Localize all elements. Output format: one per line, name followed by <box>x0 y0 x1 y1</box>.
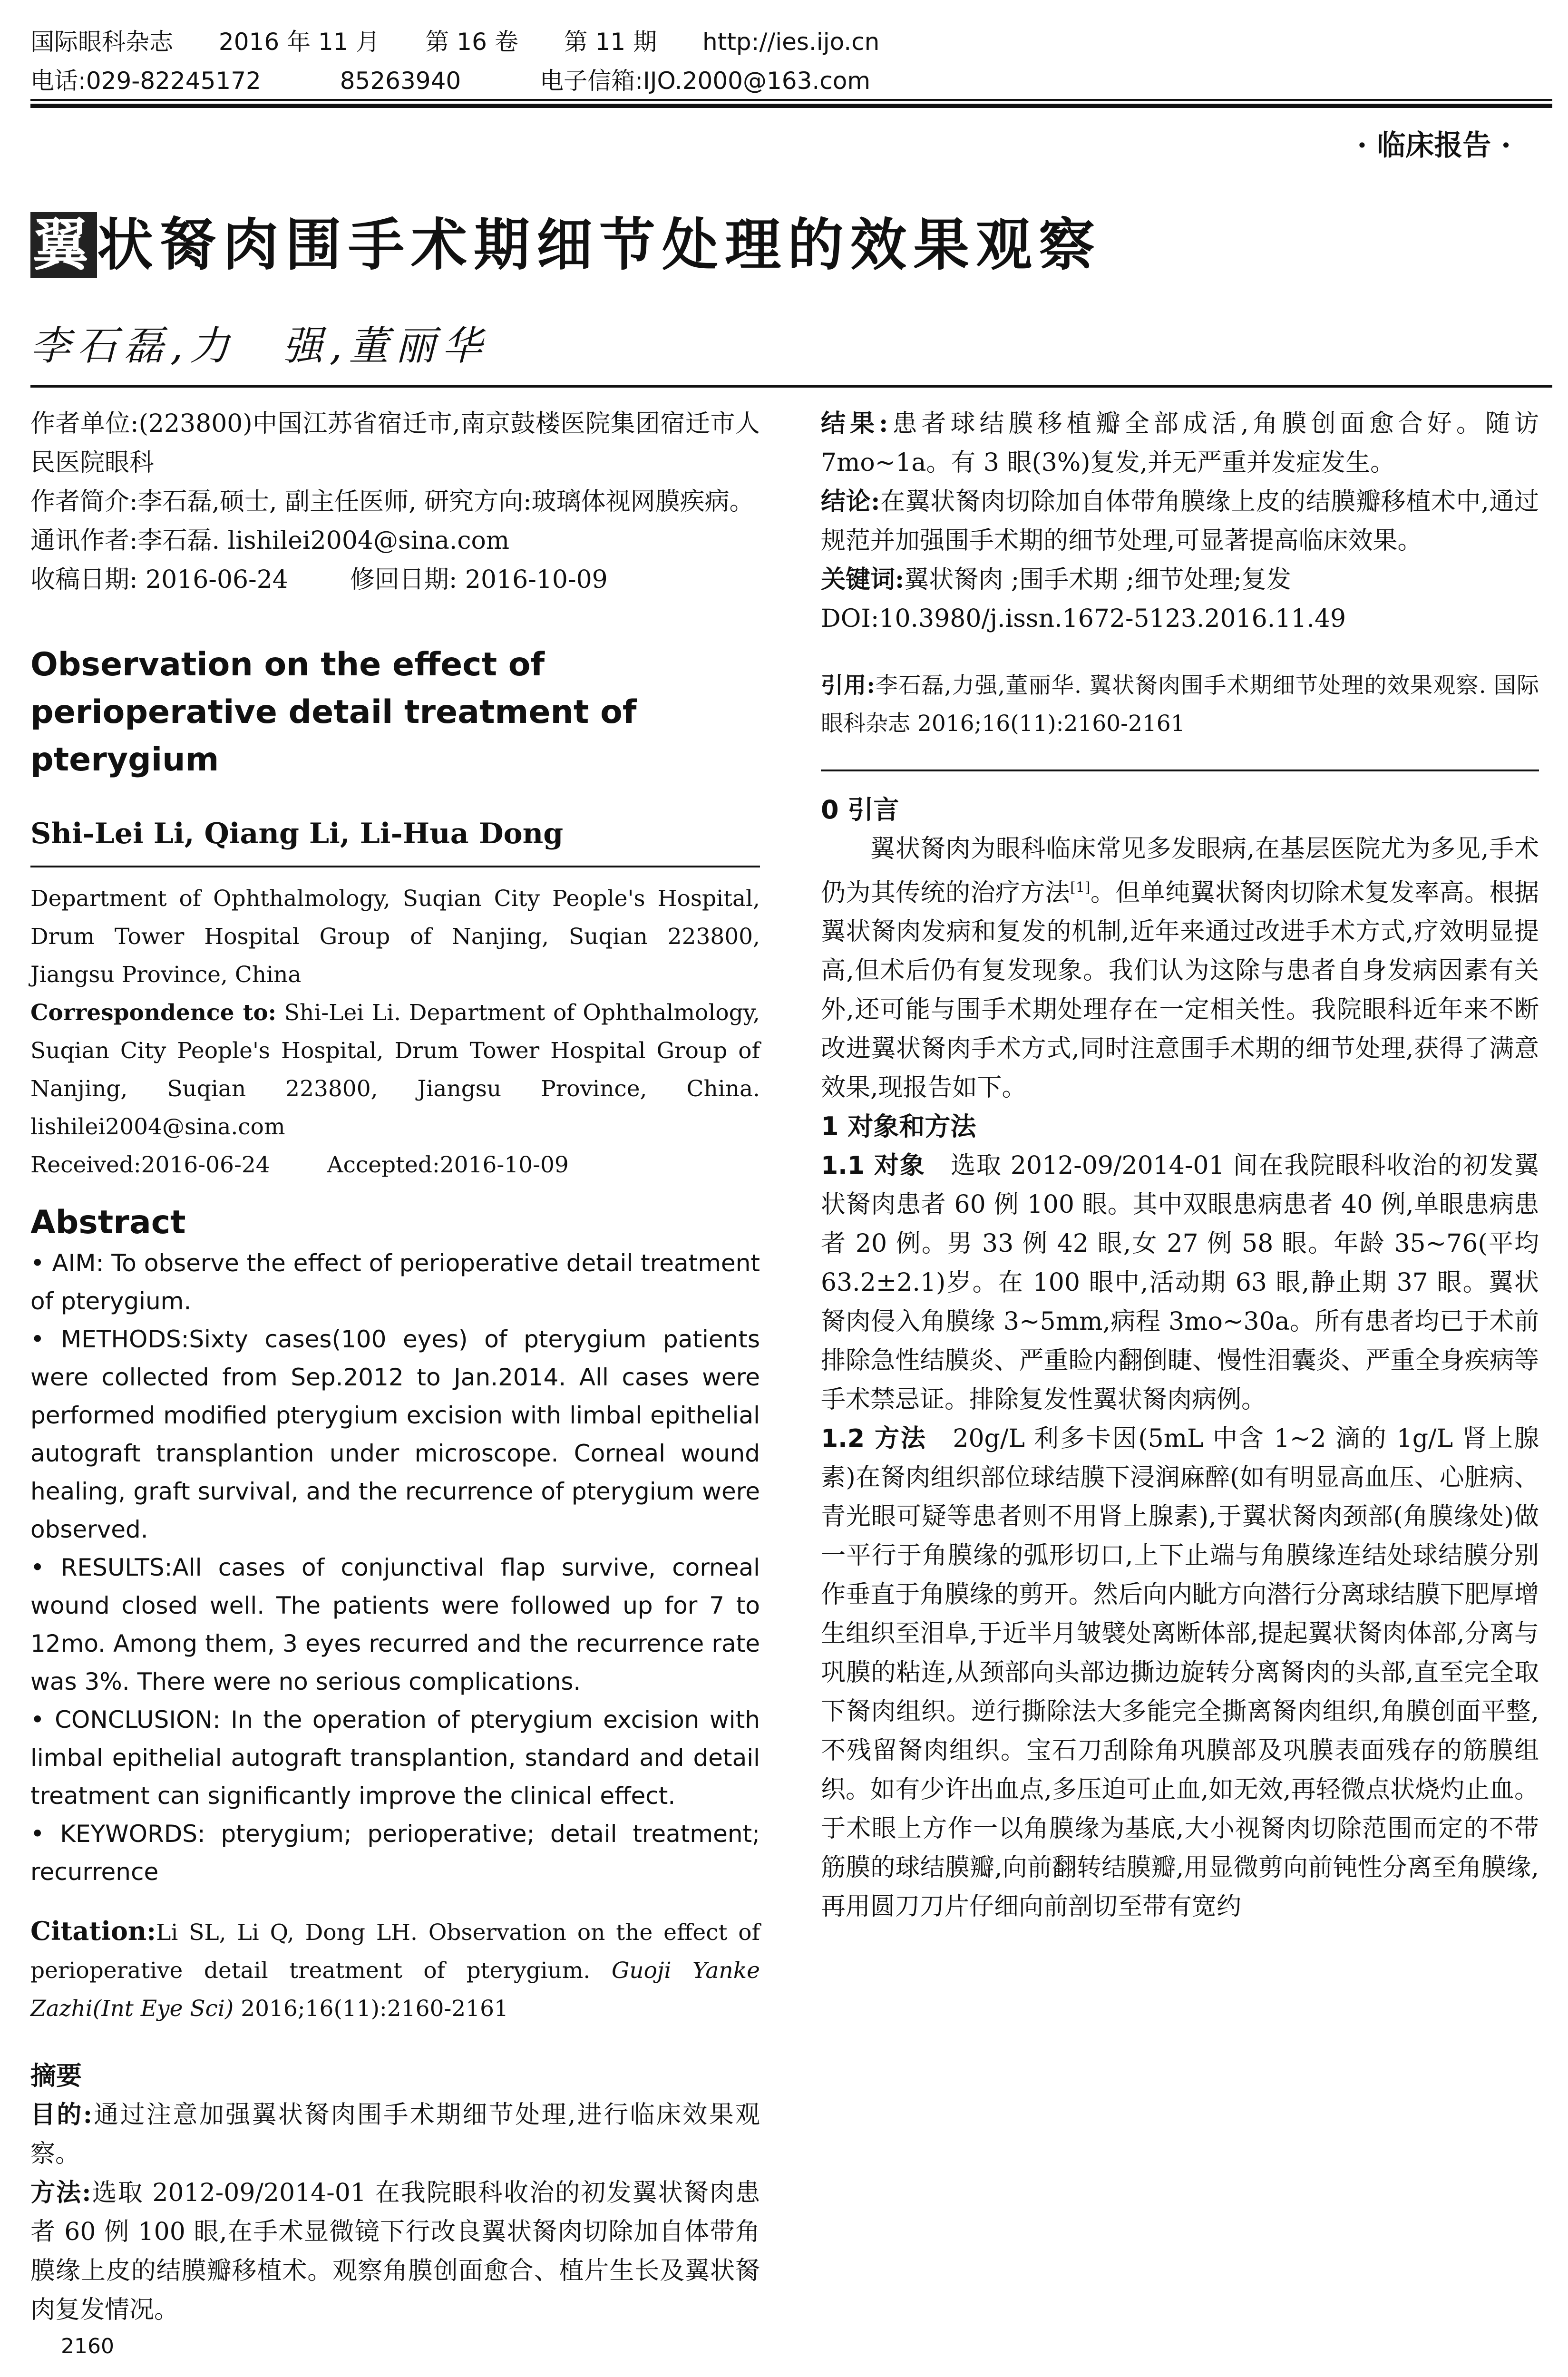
correspondence-text: Shi-Lei Li. Department of Ophthalmology, Suqian City People's Hospital, Drum Tower Hospital Group of Nanjing, Suqian 223800, Jiangsu Province, China. lishilei2004@sina.com <box>30 1000 760 1140</box>
doi[interactable]: DOI:10.3980/j.issn.1672-5123.2016.11.49 <box>821 604 1346 633</box>
conclusion-text-cn: 在翼状胬肉切除加自体带角膜缘上皮的结膜瓣移植术中,通过规范并加强围手术期的细节处理,可显著提高临床效果。 <box>821 487 1539 555</box>
left-column <box>30 404 760 2329</box>
aim-label-cn: 目的: <box>30 2100 92 2129</box>
section-1-1-text: 选取 2012-09/2014-01 间在我院眼科收治的初发翼状胬肉患者 60 例 100 眼。其中双眼患病患者 40 例,单眼患病患者 20 例。男 33 例 42 眼,女 27 例 58 眼。年龄 35~76(平均 63.2±2.1)岁。在 100 眼中,活动期 63 眼,静止期 37 眼。翼状胬肉侵入角膜缘 3~5mm,病程 3mo~30a。所有患者均已于术前排除急性结膜炎、严重睑内翻倒睫、慢性泪囊炎、严重全身疾病等手术禁忌证。排除复发性翼状胬肉病例。 <box>821 1151 1539 1414</box>
journal-name: 国际眼科杂志 <box>30 28 173 56</box>
abstract-cn-results <box>821 404 1539 482</box>
correspondence-en <box>30 994 760 1146</box>
phone: 电话:029-82245172 <box>30 67 261 95</box>
title-rest: 状胬肉围手术期细节处理的效果观察 <box>97 212 1102 278</box>
results-text-cn: 患者球结膜移植瓣全部成活,角膜创面愈合好。随访 7mo~1a。有 3 眼(3%)复发,并无严重并发症发生。 <box>821 409 1539 477</box>
abstract-cn-conclusion <box>821 482 1539 560</box>
header-rule-thick <box>30 104 1552 108</box>
author-intro-cn: 作者简介:李石磊,硕士, 副主任医师, 研究方向:玻璃体视网膜疾病。 <box>30 487 754 516</box>
citation-cn-text: 李石磊,力强,董丽华. 翼状胬肉围手术期细节处理的效果观察. 国际眼科杂志 2016;16(11):2160-2161 <box>821 672 1539 737</box>
received-en: Received:2016-06-24 <box>30 1152 270 1178</box>
article-title-en: Observation on the effect of perioperative detail treatment of pterygium <box>30 646 637 779</box>
journal-url[interactable]: http://ies.ijo.cn <box>702 28 880 56</box>
section-1-1 <box>821 1146 1539 1419</box>
dates-en <box>30 1146 760 1184</box>
keywords-label-cn: 关键词: <box>821 565 905 594</box>
authors-cn: 李石磊,力 强,董丽华 <box>30 322 489 369</box>
abstract-cn-aim <box>30 2095 760 2173</box>
abstract-cn-keywords <box>821 560 1539 599</box>
methods-label-cn: 方法: <box>30 2178 91 2207</box>
intro-paragraph <box>821 829 1539 1107</box>
results-label-cn: 结果: <box>821 409 888 438</box>
affiliation-cn: 作者单位:(223800)中国江苏省宿迁市,南京鼓楼医院集团宿迁市人民医院眼科 <box>30 409 760 477</box>
citation-cn <box>821 667 1539 743</box>
intro-heading: 0 引言 <box>821 795 899 825</box>
section-label: · 临床报告 · <box>1357 129 1511 162</box>
aim-text-cn: 通过注意加强翼状胬肉围手术期细节处理,进行临床效果观察。 <box>30 2101 760 2168</box>
issue-number: 第 11 期 <box>564 28 657 56</box>
authors-rule <box>30 385 1552 388</box>
conclusion-label-cn: 结论: <box>821 487 880 516</box>
correspondence-cn: 通讯作者:李石磊. lishilei2004@sina.com <box>30 526 510 555</box>
intro-ref[interactable]: [1] <box>1070 879 1091 896</box>
citation-en <box>30 1912 760 2028</box>
volume: 第 16 卷 <box>425 28 518 56</box>
revised-cn: 修回日期: 2016-10-09 <box>350 565 608 594</box>
keywords-text-cn: 翼状胬肉 ;围手术期 ;细节处理;复发 <box>904 565 1291 594</box>
abstract-cn-methods-start <box>30 2173 760 2329</box>
abstract-results: • RESULTS:All cases of conjunctival flap survive, corneal wound closed well. The patients were followed up for 7 to 12mo. Among them, 3 eyes recurred and the recurrence rate was 3%. There were no serious complications. <box>30 1554 760 1695</box>
authors-en: Shi-Lei Li, Qiang Li, Li-Hua Dong <box>30 817 564 850</box>
abstract-keywords: • KEYWORDS: pterygium; perioperative; detail treatment; recurrence <box>30 1820 760 1886</box>
abstract-cn-heading: 摘要 <box>30 2061 82 2091</box>
section-1-2-label: 1.2 方法 <box>821 1424 927 1453</box>
citation-label: Citation: <box>30 1916 156 1946</box>
article-title-cn <box>30 200 1101 281</box>
citation-cn-label: 引用: <box>821 672 875 699</box>
issue-date: 2016 年 11 月 <box>218 28 380 56</box>
dates-cn <box>30 560 760 599</box>
affiliation-en: Department of Ophthalmology, Suqian City People's Hospital, Drum Tower Hospital Group of Nanjing, Suqian 223800, Jiangsu Province, China <box>30 886 760 988</box>
intro-text-a: 翼状胬肉为眼科临床常见多发眼病,在基层医院尤为多见,手术仍为其传统的治疗方法 <box>821 835 1539 907</box>
section-1-1-label: 1.1 对象 <box>821 1151 925 1180</box>
intro-text-b: 。但单纯翼状胬肉切除术复发率高。根据翼状胬肉发病和复发的机制,近年来通过改进手术方式,疗效明显提高,但术后仍有复发现象。我们认为这除与患者自身发病因素有关外,还可能与围手术期处理存在一定相关性。我院眼科近年来不断改进翼状胬肉手术方式,同时注意围手术期的细节处理,获得了满意效果,现报告如下。 <box>821 878 1539 1102</box>
section-1-2-text: 20g/L 利多卡因(5mL 中含 1~2 滴的 1g/L 肾上腺素)在胬肉组织部位球结膜下浸润麻醉(如有明显高血压、心脏病、青光眼可疑等患者则不用肾上腺素),于翼状胬肉颈部(角膜缘处)做一平行于角膜缘的弧形切口,上下止端与角膜缘连结处球结膜分别作垂直于角膜缘的剪开。然后向内眦方向潜行分离球结膜下肥厚增生组织至泪阜,于近半月皱襞处离断体部,提起翼状胬肉体部,分离与巩膜的粘连,从颈部向头部边撕边旋转分离胬肉的头部,直至完全取下胬肉组织。逆行撕除法大多能完全撕离胬肉组织,角膜创面平整,不残留胬肉组织。宝石刀刮除角巩膜部及巩膜表面残存的筋膜组织。如有少许出血点,多压迫可止血,如无效,再轻微点状烧灼止血。于术眼上方作一以角膜缘为基底,大小视胬肉切除范围而定的不带筋膜的球结膜瓣,向前翻转结膜瓣,用显微剪向前钝性分离至角膜缘,再用圆刀刀片仔细向前剖切至带有宽约 <box>821 1424 1539 1921</box>
title-first-char: 翼 <box>30 212 97 278</box>
section-1-2 <box>821 1419 1539 1926</box>
citation-journal: Guoji Yanke Zazhi(Int Eye Sci) <box>30 1958 760 2022</box>
citation-tail: 2016;16(11):2160-2161 <box>241 1996 508 2022</box>
methods-heading: 1 对象和方法 <box>821 1111 976 1142</box>
running-header-line2 <box>30 62 942 96</box>
citation-text: Li SL, Li Q, Dong LH. Observation on the effect of perioperative detail treatment of pterygium. <box>30 1919 760 1984</box>
page-number: 2160 <box>61 2334 114 2358</box>
running-header-line1 <box>30 23 917 57</box>
abstract-aim: • AIM: To observe the effect of perioperative detail treatment of pterygium. <box>30 1249 760 1315</box>
header-rule-thin <box>30 99 1552 101</box>
right-column <box>821 404 1539 1926</box>
accepted-en: Accepted:2016-10-09 <box>327 1152 569 1178</box>
received-cn: 收稿日期: 2016-06-24 <box>30 565 288 594</box>
abstract-heading: Abstract <box>30 1204 186 1241</box>
methods-text-cn: 选取 2012-09/2014-01 在我院眼科收治的初发翼状胬肉患者 60 例 100 眼,在手术显微镜下行改良翼状胬肉切除加自体带角膜缘上皮的结膜瓣移植术。观察角膜创面愈合、植片生长及翼状胬肉复发情况。 <box>30 2179 760 2324</box>
email[interactable]: 电子信箱:IJO.2000@163.com <box>540 67 871 95</box>
correspondence-label: Correspondence to: <box>30 1000 277 1026</box>
phone2: 85263940 <box>340 67 461 95</box>
abstract-methods: • METHODS:Sixty cases(100 eyes) of pterygium patients were collected from Sep.2012 to Jan.2014. All cases were performed modified pterygium excision with limbal epithelial autograft transplantion under microscope. Corneal wound healing, graft survival, and the recurrence of pterygium were observed. <box>30 1325 760 1543</box>
abstract-conclusion: • CONCLUSION: In the operation of pterygium excision with limbal epithelial autograft transplantion, standard and detail treatment can significantly improve the clinical effect. <box>30 1706 760 1810</box>
